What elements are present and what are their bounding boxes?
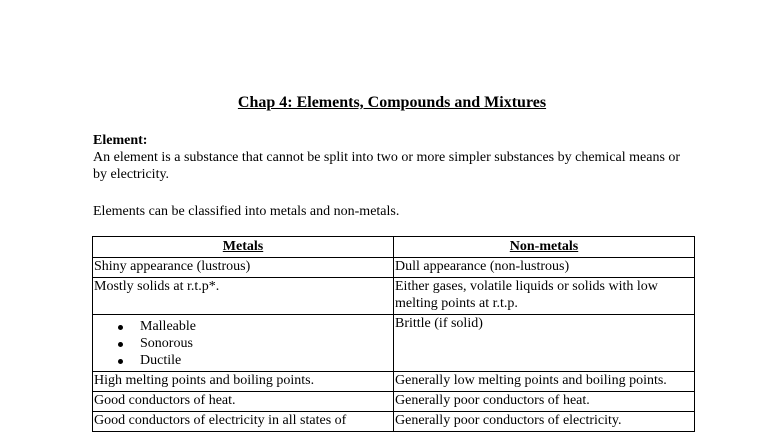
- bullet-icon: [118, 359, 123, 364]
- table-row: [93, 278, 695, 315]
- header-metals: Metals: [93, 237, 394, 258]
- table-row: [93, 315, 695, 372]
- metal-properties-list: [94, 318, 392, 369]
- non-metals-cell: Generally low melting points and boiling points.: [394, 372, 695, 392]
- bullet-icon: [118, 342, 123, 347]
- non-metals-cell: Generally poor conductors of electricity.: [394, 412, 695, 432]
- table-row: [93, 258, 695, 278]
- metals-cell: Good conductors of heat.: [93, 392, 394, 412]
- table-row: [93, 392, 695, 412]
- table-row: [93, 412, 695, 432]
- metals-cell: Shiny appearance (lustrous): [93, 258, 394, 278]
- non-metals-cell: Either gases, volatile liquids or solids with low melting points at r.t.p.: [394, 278, 695, 315]
- header-non-metals: Non-metals: [394, 237, 695, 258]
- metals-cell: Good conductors of electricity in all states of: [93, 412, 394, 432]
- metals-nonmetals-table: [92, 236, 695, 432]
- metals-bullet-cell: [93, 315, 394, 372]
- list-item: Malleable: [140, 318, 392, 335]
- non-metals-cell: Brittle (if solid): [394, 315, 695, 372]
- table-header-row: [93, 237, 695, 258]
- metals-cell: Mostly solids at r.t.p*.: [93, 278, 394, 315]
- metals-cell: High melting points and boiling points.: [93, 372, 394, 392]
- list-item: Sonorous: [140, 335, 392, 352]
- element-heading: Element:: [93, 133, 148, 148]
- bullet-icon: [118, 325, 123, 330]
- table-row: [93, 372, 695, 392]
- list-item: Ductile: [140, 352, 392, 369]
- non-metals-cell: Dull appearance (non-lustrous): [394, 258, 695, 278]
- element-definition: An element is a substance that cannot be split into two or more simpler substances by chemical means or by electricity.: [93, 150, 681, 182]
- page-title: Chap 4: Elements, Compounds and Mixtures: [237, 94, 547, 111]
- non-metals-cell: Generally poor conductors of heat.: [394, 392, 695, 412]
- classification-sentence: Elements can be classified into metals and non-metals.: [93, 204, 400, 219]
